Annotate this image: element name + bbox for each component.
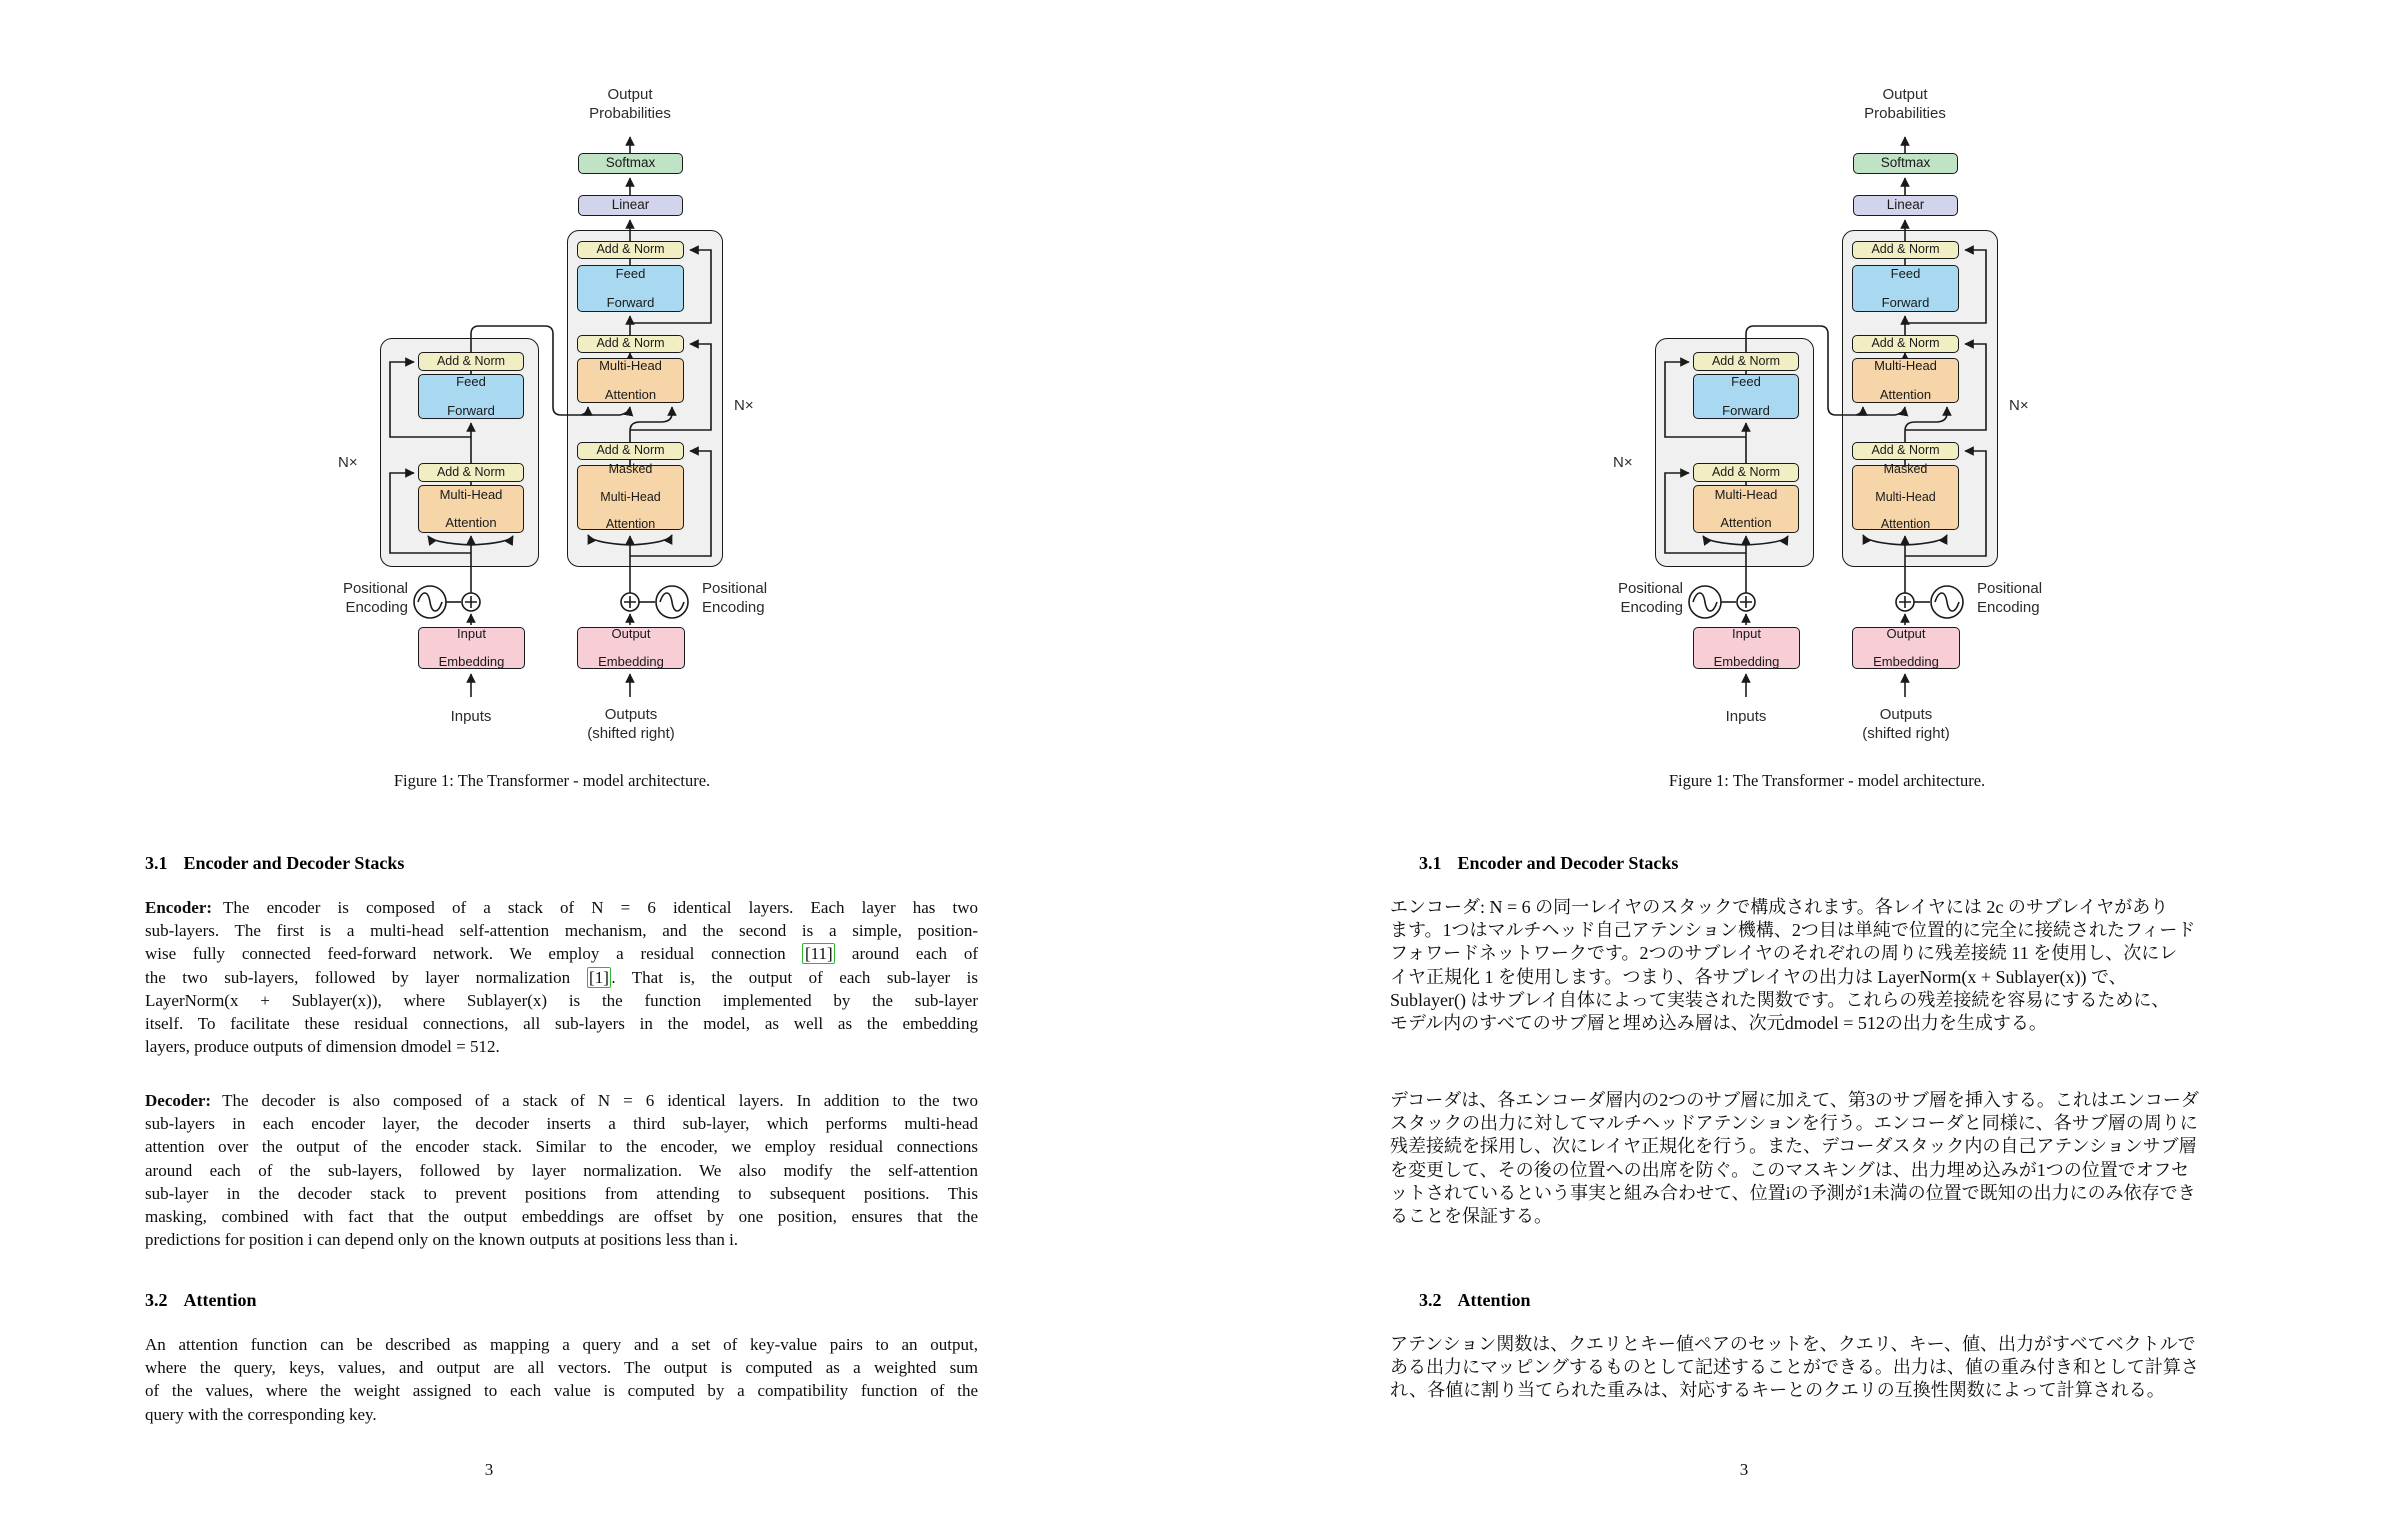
text-line: layers, produce outputs of dimension dmodel = 512. <box>145 1037 500 1057</box>
box-label: Multi-Head <box>599 358 662 374</box>
box-label: Forward <box>447 402 495 418</box>
label-line: Positional <box>1617 580 1683 597</box>
output-embedding-box <box>1852 627 1960 669</box>
box-label: Masked <box>608 462 653 477</box>
label-line: Encoding <box>702 599 765 616</box>
text-line: れ、各値に割り当てられた重みは、対応するキーとのクエリの互換性関数によって計算される。 <box>1390 1380 2165 1401</box>
page-number-japanese: 3 <box>1739 1460 1749 1479</box>
box-label: Add & Norm <box>436 464 506 479</box>
transformer-architecture-figure-japanese <box>1605 85 2085 797</box>
n-times-label-right <box>2009 396 2049 415</box>
section-3-1-heading-japanese <box>1419 853 1678 874</box>
text-line: ることを保証する。 <box>1390 1205 1552 1226</box>
positional-encoding-label-left <box>320 579 408 617</box>
box-label: Add & Norm <box>1871 443 1940 458</box>
text-line: predictions for position i can depend only on the known outputs at positions less than i. <box>145 1230 739 1250</box>
figure-caption: Figure 1: The Transformer - model architecture. <box>1668 771 1986 790</box>
text-line: where the query, keys, values, and output are all vectors. The output is computed as a weighted sum <box>145 1358 978 1378</box>
box-label: Multi-Head <box>1874 358 1937 374</box>
encoder-multi-head-attention-box <box>418 485 524 533</box>
softmax-box <box>578 153 683 174</box>
label-line: Output <box>607 86 653 103</box>
text-line: attention over the output of the encoder stack. Similar to the encoder, we employ residual connections <box>145 1137 978 1157</box>
section-number: 3.2 <box>1419 1290 1442 1310</box>
citation-ref: [1] <box>587 967 612 988</box>
box-label: Linear <box>1886 197 1925 213</box>
section-3-2-heading-japanese <box>1419 1290 1531 1311</box>
box-label: Embedding <box>1713 654 1780 670</box>
n-times-label-right <box>734 396 774 415</box>
box-label: Masked <box>1883 462 1928 477</box>
paragraph-lead: Encoder: <box>145 898 213 917</box>
box-label: Add & Norm <box>596 242 665 257</box>
text-line: ます。1つはマルチヘッド自己アテンション機構、2つ目は単純で位置的に完全に接続されたフィード <box>1390 920 2196 941</box>
label-line: Inputs <box>450 708 492 725</box>
decoder-multi-head-attention-box <box>577 358 684 403</box>
positional-encoding-label-left <box>1595 579 1683 617</box>
outputs-label <box>1851 705 1961 743</box>
encoder-feed-forward-box <box>418 374 524 419</box>
text-line: イヤ正規化 1 を使用します。つまり、各サブレイヤの出力は LayerNorm(x + Sublayer(x)) で、 <box>1390 966 2127 987</box>
decoder-add-norm-bottom-box <box>1852 442 1959 460</box>
text-line: An attention function can be described as mapping a query and a set of key-value pairs to an output, <box>145 1335 978 1354</box>
encoder-paragraph-japanese <box>1390 896 2295 1035</box>
box-label: Forward <box>1722 402 1770 418</box>
decoder-feed-forward-box <box>577 265 684 312</box>
box-label: Multi-Head <box>1714 486 1778 502</box>
positional-encoding-label-right <box>702 579 794 617</box>
section-3-1-heading-english <box>145 853 404 874</box>
section-number: 3.2 <box>145 1290 168 1310</box>
section-title: Encoder and Decoder Stacks <box>1457 853 1679 873</box>
text-line: sub-layers. The first is a multi-head self-attention mechanism, and the second is a simple, position- <box>145 921 978 941</box>
encoder-add-norm-top-box <box>418 352 524 371</box>
box-label: Add & Norm <box>1871 242 1940 257</box>
masked-multi-head-attention-box <box>1852 462 1959 532</box>
label-line: Probabilities <box>589 105 671 122</box>
text-line: デコーダは、各エンコーダ層内の2つのサブ層に加えて、第3のサブ層を挿入する。これはエンコーダ <box>1390 1090 2199 1110</box>
encoder-add-norm-bottom-box <box>1693 463 1799 482</box>
inputs-label <box>1706 707 1786 726</box>
label-line: N× <box>734 397 754 414</box>
label-line: N× <box>2009 397 2029 414</box>
decoder-paragraph-japanese <box>1390 1089 2295 1228</box>
label-line: Positional <box>1977 580 2043 597</box>
box-label: Embedding <box>438 654 505 670</box>
n-times-label-left <box>1613 453 1653 472</box>
input-embedding-box <box>1693 627 1800 669</box>
transformer-architecture-figure-english <box>330 85 810 797</box>
text-line: around each of the sub-layers, followed by layer normalization. We also modify the self-attention <box>145 1160 978 1180</box>
text-line: query with the corresponding key. <box>145 1404 377 1424</box>
box-label: Feed <box>1890 266 1921 282</box>
box-label: Output <box>1886 625 1926 641</box>
attention-paragraph-english <box>145 1333 978 1426</box>
box-label: Multi-Head <box>1875 489 1936 504</box>
box-label: Add & Norm <box>1871 336 1940 351</box>
outputs-label <box>576 705 686 743</box>
box-label: Attention <box>604 386 657 402</box>
decoder-feed-forward-box <box>1852 265 1959 312</box>
label-line: (shifted right) <box>587 725 675 742</box>
label-line: Outputs <box>1879 706 1933 723</box>
label-line: Encoding <box>1620 599 1683 616</box>
decoder-add-norm-bottom-box <box>577 442 684 460</box>
box-label: Add & Norm <box>596 336 665 351</box>
output-embedding-box <box>577 627 685 669</box>
text-line: スタックの出力に対してマルチヘッドアテンションを行う。エンコーダと同様に、各サブ層の周りに <box>1390 1113 2198 1134</box>
text-line: of the values, where the weight assigned to each value is computed by a compatibility function of the <box>145 1381 978 1401</box>
box-label: Feed <box>1731 374 1761 390</box>
label-line: Positional <box>702 580 768 597</box>
label-line: Encoding <box>345 599 408 616</box>
section-title: Attention <box>183 1290 257 1310</box>
box-label: Attention <box>1720 515 1772 531</box>
text-line: the two sub-layers, followed by layer normalization [1] . That is, the output of each sub-layer is <box>145 967 978 987</box>
section-title: Encoder and Decoder Stacks <box>183 853 405 873</box>
encoder-add-norm-bottom-box <box>418 463 524 482</box>
output-probabilities-label <box>1825 85 1985 123</box>
encoder-multi-head-attention-box <box>1693 485 1799 533</box>
text-line: Encoder: The encoder is composed of a stack of N = 6 identical layers. Each layer has two <box>145 898 978 917</box>
box-label: Forward <box>1881 294 1930 310</box>
label-line: Output <box>1882 86 1928 103</box>
box-label: Multi-Head <box>600 489 661 504</box>
box-label: Embedding <box>598 654 664 670</box>
figure-connectors <box>330 85 810 797</box>
figure-caption: Figure 1: The Transformer - model architecture. <box>393 771 711 790</box>
text-line: モデル内のすべてのサブ層と埋め込み層は、次元dmodel = 512の出力を生成する。 <box>1390 1012 2047 1033</box>
box-label: Multi-Head <box>439 486 503 502</box>
decoder-add-norm-top-box <box>1852 241 1959 259</box>
inputs-label <box>431 707 511 726</box>
box-label: Feed <box>456 374 486 390</box>
text-line: itself. To facilitate these residual connections, all sub-layers in the model, as well as the embedding <box>145 1013 978 1033</box>
text-line: 残差接続を採用し、次にレイヤ正規化を行う。また、デコーダスタック内の自己アテンションサブ層 <box>1390 1136 2197 1157</box>
section-number: 3.1 <box>1419 853 1442 873</box>
label-line: (shifted right) <box>1862 725 1950 742</box>
text-line: Sublayer() はサブレイ自体によって実装された関数です。これらの残差接続を容易にするために、 <box>1390 989 2170 1010</box>
encoder-feed-forward-box <box>1693 374 1799 419</box>
label-line: N× <box>338 454 358 471</box>
text-line: エンコーダ: N = 6 の同一レイヤのスタックで構成されます。各レイヤには 2c のサブレイヤがあり <box>1390 897 2169 917</box>
decoder-add-norm-top-box <box>577 241 684 259</box>
input-embedding-box <box>418 627 525 669</box>
text-line: フォワードネットワークです。2つのサブレイヤのそれぞれの周りに残差接続 11 を使用し、次にレ <box>1390 943 2178 964</box>
decoder-add-norm-mid-box <box>577 335 684 353</box>
box-label: Feed <box>615 266 646 282</box>
label-line: Encoding <box>1977 599 2040 616</box>
box-label: Input <box>457 625 486 641</box>
box-label: Input <box>1732 625 1761 641</box>
label-line: Positional <box>342 580 408 597</box>
box-label: Add & Norm <box>596 443 665 458</box>
linear-box <box>578 195 683 216</box>
label-line: Inputs <box>1725 708 1767 725</box>
citation-ref: [11] <box>802 943 835 964</box>
encoder-add-norm-top-box <box>1693 352 1799 371</box>
box-label: Softmax <box>605 155 656 171</box>
linear-box <box>1853 195 1958 216</box>
box-label: Add & Norm <box>1711 353 1781 368</box>
text-line: ある出力にマッピングするものとして記述することができる。出力は、値の重み付き和として計算さ <box>1390 1357 2199 1378</box>
attention-paragraph-japanese <box>1390 1333 2295 1403</box>
box-label: Add & Norm <box>436 353 506 368</box>
box-label: Linear <box>611 197 650 213</box>
text-line: ットされているという事実と組み合わせて、位置iの予測が1未満の位置で既知の出力にのみ依存でき <box>1390 1182 2196 1203</box>
box-label: Forward <box>606 294 655 310</box>
text-line: を変更して、その後の位置への出席を防ぐ。このマスキングは、出力埋め込みが1つの位置でオフセ <box>1390 1159 2190 1180</box>
box-label: Add & Norm <box>1711 464 1781 479</box>
text-line: Decoder: The decoder is also composed of a stack of N = 6 identical layers. In addition to the two <box>145 1091 978 1110</box>
box-label: Attention <box>1879 386 1932 402</box>
box-label: Attention <box>605 517 656 532</box>
label-line: Probabilities <box>1864 105 1946 122</box>
box-label: Attention <box>445 515 497 531</box>
decoder-add-norm-mid-box <box>1852 335 1959 353</box>
text-line: アテンション関数は、クエリとキー値ペアのセットを、クエリ、キー、値、出力がすべてベクトルで <box>1390 1334 2196 1354</box>
box-label: Softmax <box>1880 155 1931 171</box>
decoder-multi-head-attention-box <box>1852 358 1959 403</box>
box-label: Embedding <box>1873 654 1939 670</box>
page-number-english: 3 <box>484 1460 494 1479</box>
box-label: Output <box>611 625 651 641</box>
section-3-2-heading-english <box>145 1290 257 1311</box>
section-number: 3.1 <box>145 853 168 873</box>
paragraph-lead: Decoder: <box>145 1091 212 1110</box>
output-probabilities-label <box>550 85 710 123</box>
text-line: sub-layers in each encoder layer, the decoder inserts a third sub-layer, which performs multi-head <box>145 1114 978 1134</box>
figure-connectors <box>1605 85 2085 797</box>
box-label: Attention <box>1880 517 1931 532</box>
section-title: Attention <box>1457 1290 1531 1310</box>
text-line: sub-layer in the decoder stack to prevent positions from attending to subsequent positions. This <box>145 1183 978 1203</box>
text-line: wise fully connected feed-forward network. We employ a residual connection [11] around each of <box>145 944 978 964</box>
n-times-label-left <box>338 453 378 472</box>
text-line: LayerNorm(x + Sublayer(x)), where Sublayer(x) is the function implemented by the sub-layer <box>145 990 978 1010</box>
encoder-paragraph-english <box>145 896 978 1058</box>
softmax-box <box>1853 153 1958 174</box>
masked-multi-head-attention-box <box>577 462 684 532</box>
text-line: masking, combined with fact that the output embeddings are offset by one position, ensures that the <box>145 1206 978 1226</box>
label-line: Outputs <box>604 706 658 723</box>
label-line: N× <box>1613 454 1633 471</box>
decoder-paragraph-english <box>145 1089 978 1251</box>
positional-encoding-label-right <box>1977 579 2069 617</box>
